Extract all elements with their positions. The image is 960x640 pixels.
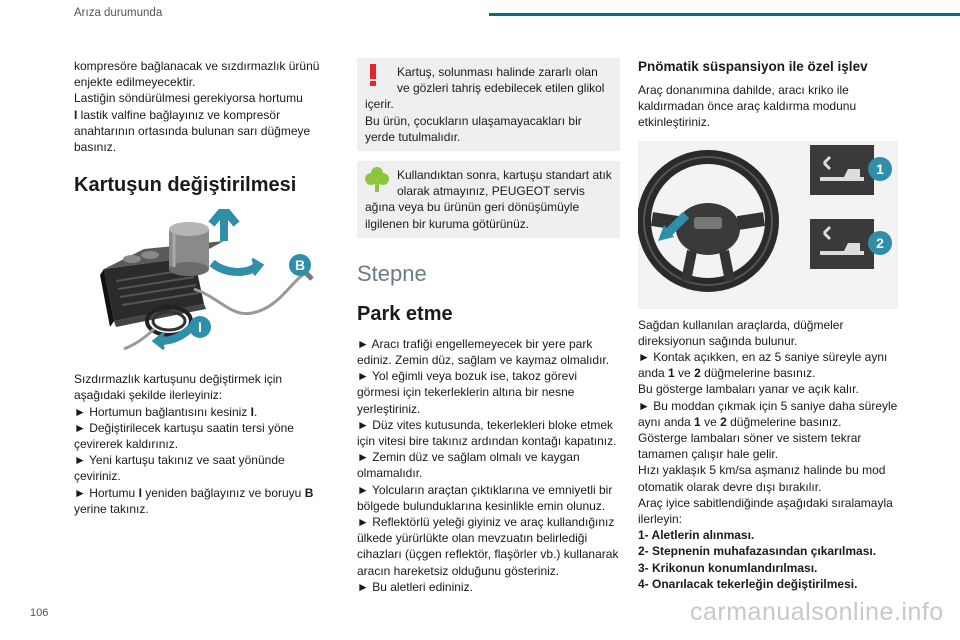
column-2 (357, 58, 620, 595)
suspension-p6: Hızı yaklaşık 5 km/sa aşmanız halinde bu mod otomatik olarak devre dışı bırakılır. (638, 463, 886, 494)
compressor-illustration (74, 209, 330, 359)
callout-b-label: B (294, 257, 306, 274)
parking-step-6: ► Reflektörlü yeleği giyiniz ve araç kullandığınız ülkede yürürlükte olan mevzuatın belirlediği cihazları (üçgen reflektör, flaşörler vb.) kullanarak aracın hareketsiz olduğunu gösteriniz. (357, 515, 619, 578)
list-item: 1- Aletlerin alınması. (638, 528, 755, 543)
step-4: ► Hortumu I yeniden bağlayınız ve boruyu B yerine takınız. (74, 485, 314, 516)
section-heading-cartridge: Kartuşun değiştirilmesi (74, 174, 297, 197)
tree-icon (365, 165, 389, 197)
compressor-figure (74, 209, 330, 359)
step-3: ► Yeni kartuşu takınız ve saat yönünde çeviriniz. (74, 453, 285, 484)
heading-pneumatic-suspension: Pnömatik süspansiyon ile özel işlev (638, 59, 868, 74)
list-item: 3- Krikonun konumlandırılması. (638, 560, 818, 575)
parking-step-4: ► Zemin düz ve sağlam olmalı ve kaygan olmamalıdır. (357, 450, 580, 481)
callout-2-label: 2 (876, 234, 884, 251)
step-2: ► Değiştirilecek kartuşu saatin tersi yöne çevirerek kaldırınız. (74, 420, 294, 452)
suspension-p3: Bu gösterge lambaları yanar ve açık kalır. (638, 382, 859, 397)
eco-text-1: Kullandıktan sonra, kartuşu standart atık olarak atmayınız, PEUGEOT servis (397, 168, 612, 199)
warning-icon (365, 62, 381, 92)
list-item: 2- Stepnenin muhafazasından çıkarılması. (638, 544, 877, 559)
button-1-panel (810, 145, 874, 195)
eco-box (357, 161, 620, 238)
steering-wheel-illustration (638, 141, 898, 309)
suspension-p5: Gösterge lambaları söner ve sistem tekrar tamamen çalışır hale gelir. (638, 431, 862, 462)
parking-step-3: ► Düz vites kutusunda, tekerlekleri bloke etmek için vitesi bire takınız ardından kontağı kapatınız. (357, 417, 617, 449)
warning-text-1: Kartuş, solunması halinde zararlı olan ve gözleri tahriş edebilecek etilen glikol (397, 65, 605, 96)
warning-text-2: içerir. (365, 97, 394, 112)
intro-paragraph: kompresöre bağlanacak ve sızdırmazlık ürünü enjekte edilmeyecektir. (74, 59, 320, 90)
running-header: Arıza durumunda (74, 7, 163, 19)
step-1: ► Hortumun bağlantısını kesiniz I. (74, 404, 258, 419)
page-number: 106 (30, 607, 49, 619)
parking-step-2: ► Yol eğimli veya bozuk ise, takoz görevi görmesi için tekerleklerin altına bir nesne yerleştiriniz. (357, 369, 577, 416)
steering-wheel-figure (638, 141, 898, 309)
column-1 (74, 58, 330, 517)
callout-i-label: I (198, 319, 202, 336)
suspension-p7: Araç iyice sabitlendiğinde aşağıdaki sıralamayla ilerleyin: (638, 495, 893, 527)
suspension-p4: ► Bu moddan çıkmak için 5 saniye daha süreyle aynı anda 1 ve 2 düğmelerine basınız. (638, 398, 898, 429)
callout-1-label: 1 (876, 160, 884, 177)
section-title-spare-wheel: Stepne (357, 260, 427, 286)
list-item: 4- Onarılacak tekerleğin değiştirilmesi. (638, 576, 858, 591)
header-accent-bar (489, 13, 960, 16)
watermark: carmanualsonline.info (690, 598, 944, 626)
intro-paragraph-2: Lastiğin söndürülmesi gerekiyorsa hortumu I lastik valfine bağlayınız ve kompresör anahtarının ortasında bulunan sarı düğmeye basınız. (74, 91, 311, 155)
parking-step-7: ► Bu aletleri edininiz. (357, 579, 473, 594)
warning-text-3: Bu ürün, çocukların ulaşamayacakları bir yerde tutulmalıdır. (365, 113, 582, 144)
parking-step-5: ► Yolcuların araçtan çıktıklarına ve emniyetli bir bölgede bulunduklarına kesinlikle emin olunuz. (357, 482, 613, 513)
suspension-p2: ► Kontak açıkken, en az 5 saniye süreyle aynı anda 1 ve 2 düğmelerine basınız. (638, 350, 888, 381)
button-2-panel (810, 219, 874, 269)
suspension-intro: Araç donanımına dahilde, aracı kriko ile kaldırmadan önce araç kaldırma modunu etkinleştiriniz. (638, 83, 857, 130)
steps-intro: Sızdırmazlık kartuşunu değiştirmek için aşağıdaki şekilde ilerleyiniz: (74, 372, 283, 403)
warning-box (357, 58, 620, 151)
column-3 (638, 58, 898, 592)
eco-text-2: ağına veya bu ürünün geri dönüşümüyle ilgilenen bir kuruma götürünüz. (365, 200, 580, 231)
heading-parking: Park etme (357, 302, 453, 325)
suspension-p1: Sağdan kullanılan araçlarda, düğmeler direksiyonun sağında bulunur. (638, 317, 844, 348)
parking-step-1: ► Aracı trafiği engellemeyecek bir yere park ediniz. Zemin düz, sağlam ve kaymaz olmalıdır. (357, 336, 610, 368)
